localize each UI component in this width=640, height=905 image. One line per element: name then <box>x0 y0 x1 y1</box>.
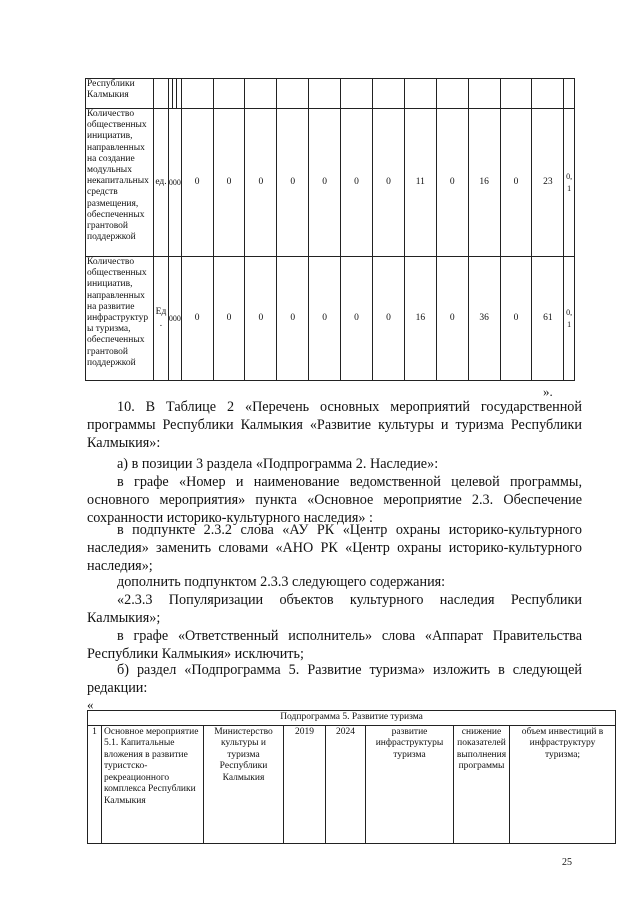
closing-quote: ». <box>543 384 553 399</box>
value-cell: 0 <box>181 109 213 257</box>
table-row <box>86 79 575 109</box>
value-cell: 0 <box>436 109 468 257</box>
value-cell: 0 <box>277 257 309 381</box>
indicator-cell: объем инвестиций в инфраструктуру туризма; <box>510 725 616 843</box>
start-year: 2019 <box>284 725 326 843</box>
table-row <box>86 257 575 381</box>
code-cell: 000 <box>168 109 181 257</box>
row-number: 1 <box>88 725 102 843</box>
row-label: Республики Калмыкия <box>86 79 154 109</box>
value-cell: 0 <box>245 257 277 381</box>
paragraph: б) раздел «Подпрограмма 5. Развитие туризма» изложить в следующей редакции: <box>87 662 582 696</box>
value-cell: 16 <box>404 257 436 381</box>
value-cell: 61 <box>532 257 564 381</box>
table-row <box>86 109 575 257</box>
row-label: Количество общественных инициатив, направленных на развитие инфраструктур ы туризма, обеспеченных грантовой поддержкой <box>86 257 154 381</box>
executor-cell: Министерство культуры и туризма Республики Калмыкия <box>204 725 284 843</box>
value-cell: 0 <box>436 257 468 381</box>
paragraph: а) в позиции 3 раздела «Подпрограмма 2. Наследие»: <box>117 456 439 472</box>
value-cell: 0 <box>213 257 245 381</box>
value-cell: 0 <box>213 109 245 257</box>
unit-cell: Ед . <box>154 257 169 381</box>
paragraph: 10. В Таблице 2 «Перечень основных мероприятий государственной программы Республики Калмыкия «Развитие культуры и туризма Республики Калмыкия»: <box>87 399 582 451</box>
value-cell: 0 <box>500 109 532 257</box>
value-cell: 0 <box>309 257 341 381</box>
value-cell: 36 <box>468 257 500 381</box>
result-cell: развитие инфраструктуры туризма <box>366 725 454 843</box>
page-number: 25 <box>562 857 572 868</box>
subprogram-table <box>87 710 616 844</box>
value-cell: 0 <box>181 257 213 381</box>
table-header-row <box>88 711 616 726</box>
activity-name: Основное мероприятие 5.1. Капитальные вложения в развитие туристско-рекреационного комплекса Республики Калмыкия <box>102 725 204 843</box>
opening-quote: « <box>87 697 94 712</box>
paragraph: в графе «Номер и наименование ведомственной целевой программы, основного мероприятия» пункта «Основное мероприятие 2.3. Обеспечение сохранности историко-культурного наследия» : <box>87 474 582 526</box>
paragraph: в подпункте 2.3.2 слова «АУ РК «Центр охраны историко-культурного наследия» заменить словами «АНО РК «Центр охраны историко-культурного наследия»; <box>87 522 582 574</box>
table-row <box>88 725 616 843</box>
value-cell: 16 <box>468 109 500 257</box>
value-cell: 0 <box>373 257 405 381</box>
value-cell: 0 <box>309 109 341 257</box>
code-cell: 000 <box>168 257 181 381</box>
unit-cell: ед. <box>154 109 169 257</box>
value-cell: 0 <box>245 109 277 257</box>
value-cell: 23 <box>532 109 564 257</box>
row-label: Количество общественных инициатив, направленных на создание модульных некапитальных средств размещения, обеспеченных грантовой поддержкой <box>86 109 154 257</box>
value-cell: 11 <box>404 109 436 257</box>
value-cell: 0 <box>277 109 309 257</box>
risk-cell: снижение показателей выполнения программы <box>454 725 510 843</box>
last-cell: 0, 1 <box>564 257 575 381</box>
value-cell: 0 <box>373 109 405 257</box>
paragraph: дополнить подпунктом 2.3.3 следующего содержания: <box>117 574 446 590</box>
indicators-table <box>85 78 575 381</box>
last-cell: 0, 1 <box>564 109 575 257</box>
value-cell: 0 <box>500 257 532 381</box>
value-cell: 0 <box>341 257 373 381</box>
paragraph: в графе «Ответственный исполнитель» слова «Аппарат Правительства Республики Калмыкия» исключить; <box>87 628 582 662</box>
value-cell: 0 <box>341 109 373 257</box>
paragraph: «2.3.3 Популяризации объектов культурного наследия Республики Калмыкия»; <box>87 592 582 626</box>
end-year: 2024 <box>326 725 366 843</box>
subprogram-title: Подпрограмма 5. Развитие туризма <box>88 711 616 726</box>
